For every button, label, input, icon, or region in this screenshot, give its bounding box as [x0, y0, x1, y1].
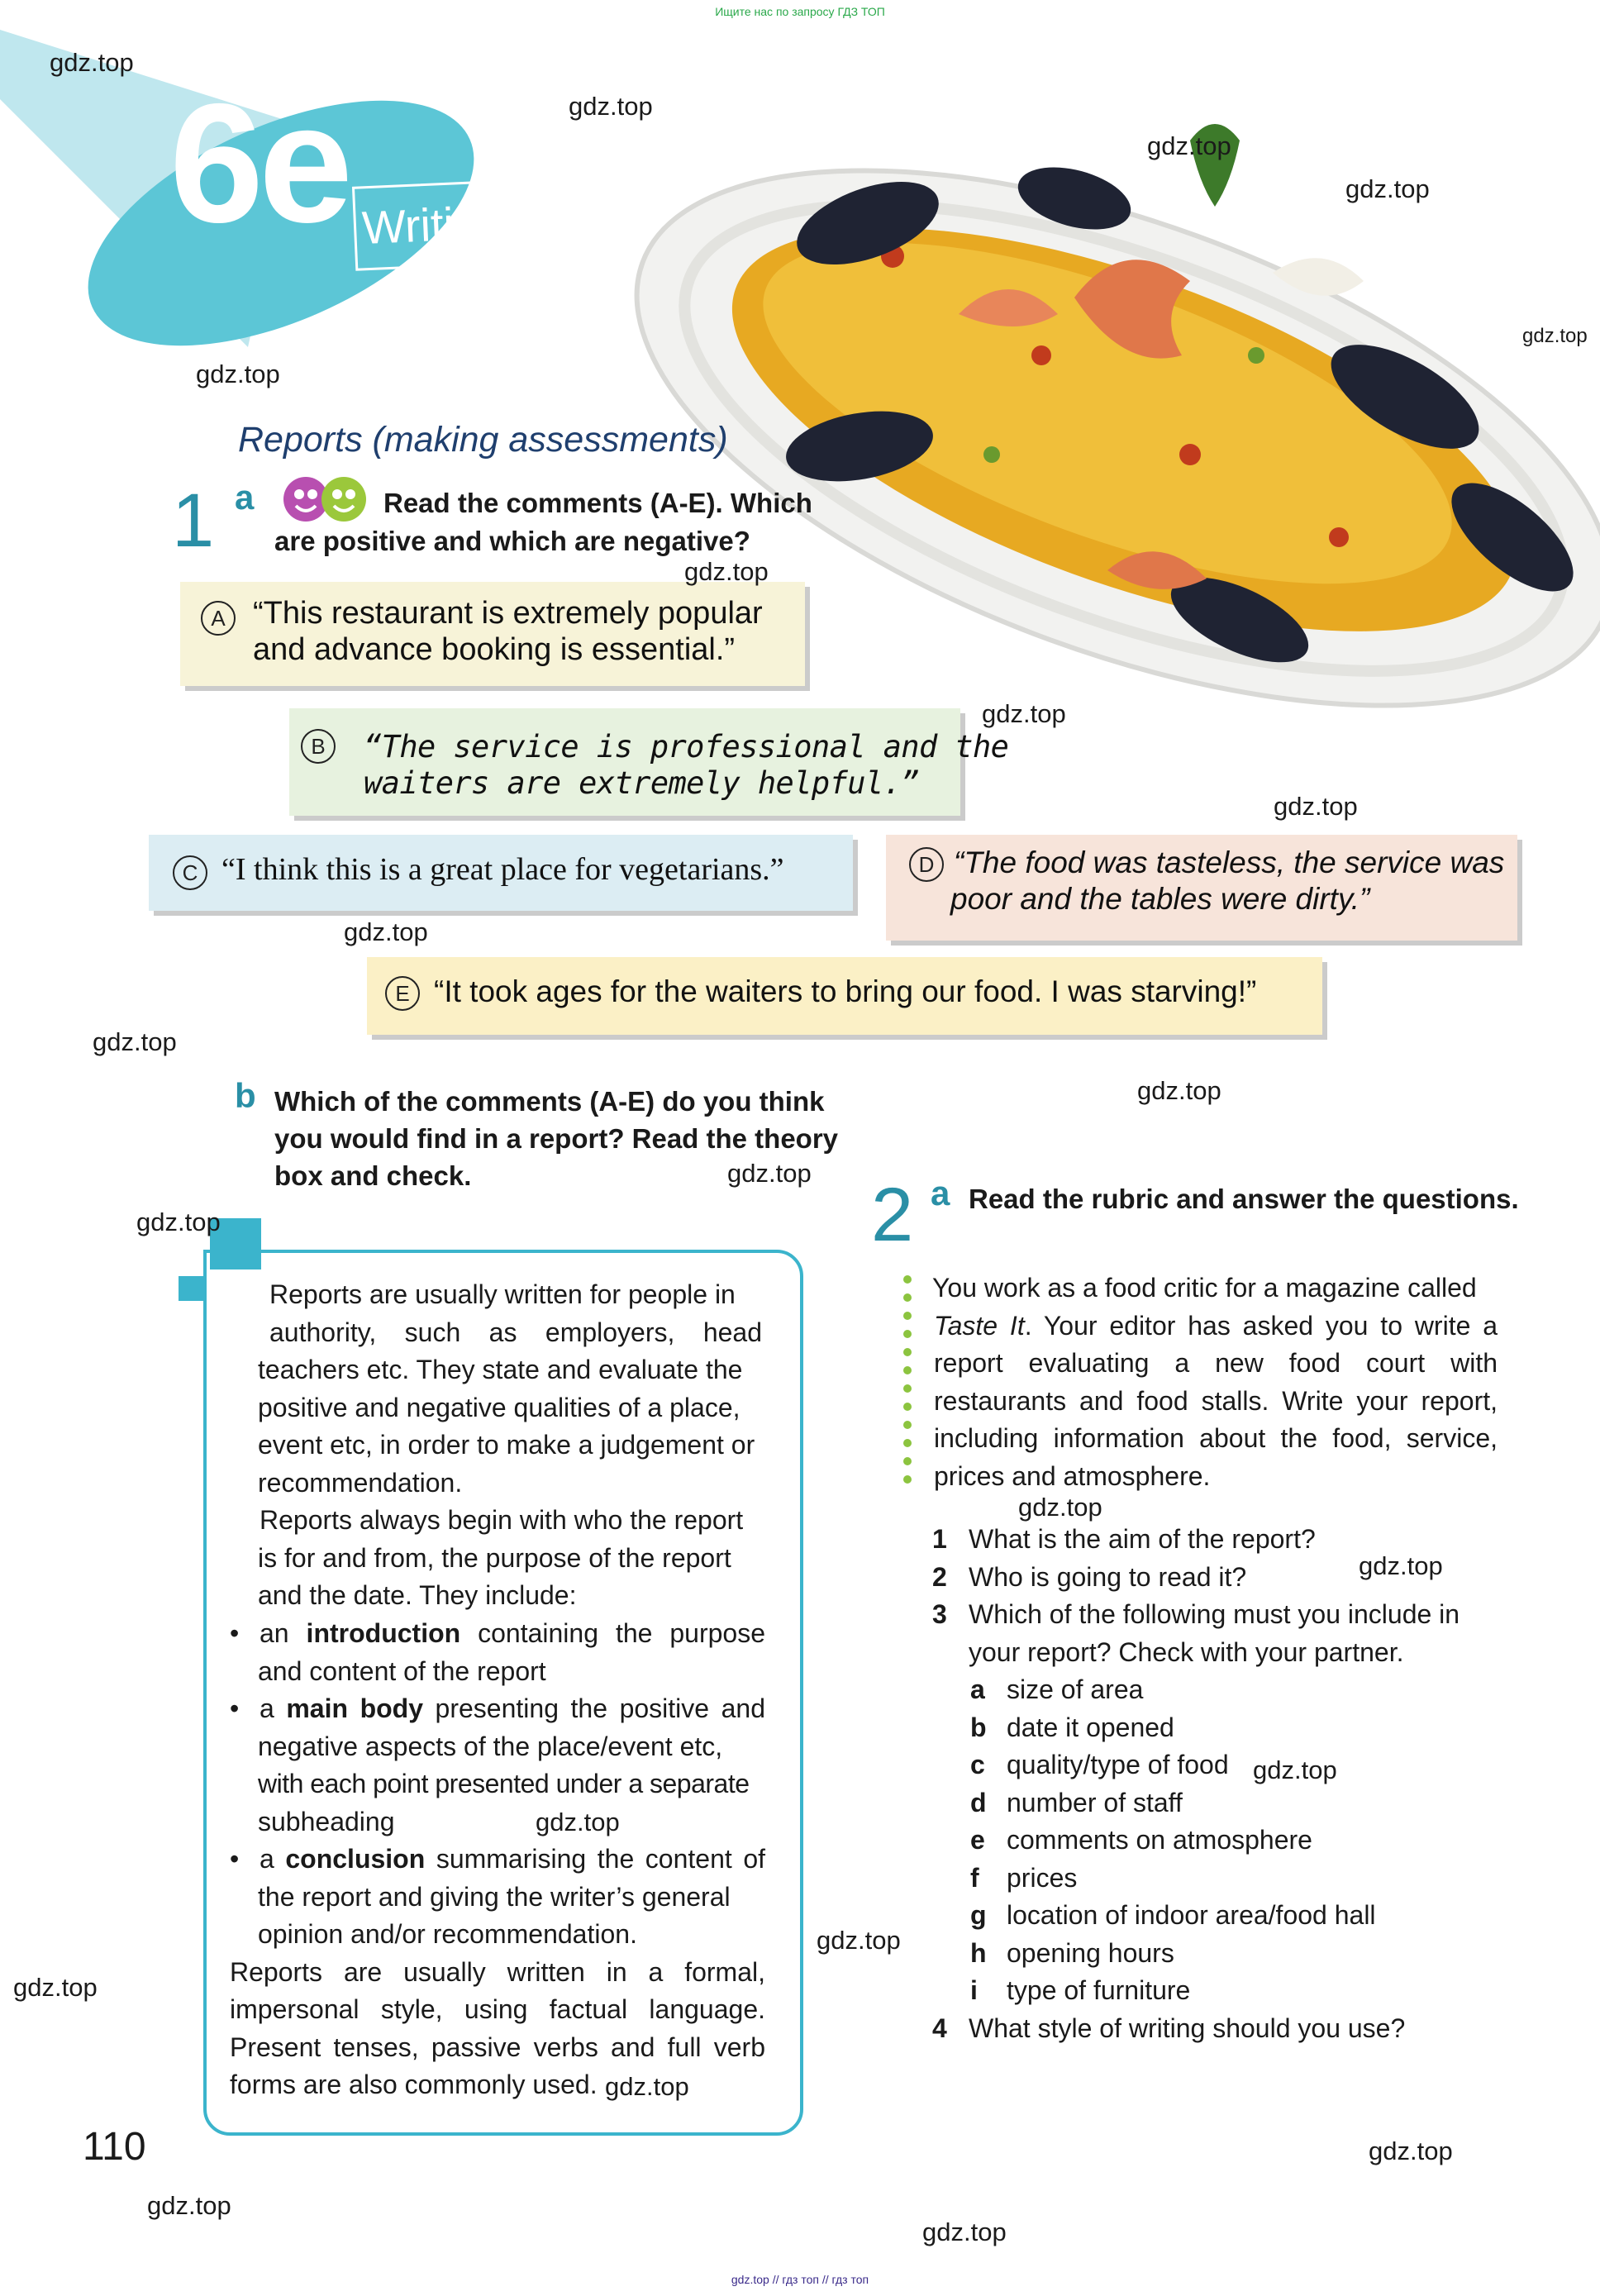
theory-intro-line3: teachers etc. They state and evaluate the: [258, 1355, 743, 1384]
rubric-line1: You work as a food critic for a magazine called: [932, 1273, 1477, 1303]
bullet-3-line2: the report and giving the writer’s general: [258, 1882, 731, 1912]
question-3-number: 3: [932, 1599, 947, 1629]
option-i-letter: i: [970, 1975, 978, 2005]
watermark: gdz.top: [982, 699, 1066, 728]
theory-intro-line2: authority, such as employers, head: [269, 1317, 762, 1347]
exercise-1a-instruction-line2: are positive and which are negative?: [274, 526, 750, 556]
option-e: [970, 1825, 1312, 1855]
bullet-3-line1: [260, 1841, 765, 1879]
watermark: gdz.top: [536, 1808, 620, 1836]
option-b-letter: b: [970, 1712, 987, 1742]
watermark: gdz.top: [344, 917, 428, 946]
comment-b-line1: “The service is professional and the: [364, 729, 1009, 765]
theory-intro-line6: recommendation.: [258, 1468, 463, 1498]
watermark: gdz.top: [605, 2072, 689, 2101]
rubric-line2-rest: . Your editor has asked you to write a: [1024, 1311, 1498, 1341]
option-c-text: quality/type of food: [1007, 1750, 1229, 1779]
exercise-1a-letter: a: [235, 478, 255, 517]
magazine-title: Taste It: [934, 1311, 1025, 1341]
comment-d-line2: poor and the tables were dirty.”: [950, 882, 1370, 916]
comment-e-badge: E: [385, 976, 420, 1011]
theory-deco-square-small: [179, 1276, 203, 1301]
comment-b-badge: B: [301, 729, 336, 764]
option-e-letter: e: [970, 1825, 985, 1855]
theory-closing-line4: forms are also commonly used.: [230, 2070, 598, 2099]
bullet-2-keyword: main body: [286, 1693, 424, 1723]
option-e-text: comments on atmosphere: [1007, 1825, 1312, 1855]
exercise-1b-line1: Which of the comments (A-E) do you think: [274, 1086, 825, 1117]
bullet-1-line1: [260, 1615, 765, 1653]
theory-intro-line9: and the date. They include:: [258, 1580, 577, 1610]
rubric-dotted-line: [901, 1273, 914, 1496]
watermark: gdz.top: [136, 1208, 221, 1236]
question-1: [932, 1524, 1316, 1555]
rubric-line2: [934, 1308, 1498, 1346]
theory-closing-line2: impersonal style, using factual language.: [230, 1994, 765, 2024]
bullet-2-line3: with each point presented under a separate: [258, 1769, 750, 1798]
option-a-text: size of area: [1007, 1674, 1144, 1704]
question-3-text: Which of the following must you include in: [969, 1599, 1460, 1629]
exercise-1b-line2: you would find in a report? Read the theory: [274, 1123, 839, 1154]
watermark: gdz.top: [1345, 174, 1430, 203]
theory-intro-line7: Reports always begin with who the report: [260, 1505, 744, 1535]
option-i-text: type of furniture: [1007, 1975, 1191, 2005]
watermark: gdz.top: [93, 1027, 177, 1056]
bullet-2-line4: subheading: [258, 1807, 395, 1836]
bullet-3-line3: opinion and/or recommendation.: [258, 1919, 637, 1949]
watermark: gdz.top: [922, 2217, 1007, 2246]
watermark: gdz.top: [13, 1973, 98, 2002]
watermark: gdz.top: [1137, 1076, 1221, 1105]
option-c-letter: c: [970, 1750, 985, 1779]
option-g-text: location of indoor area/food hall: [1007, 1900, 1376, 1930]
watermark: gdz.top: [817, 1926, 901, 1955]
bullet-3-post: summarising the content of: [425, 1844, 766, 1874]
bullet-2-pre: a: [260, 1693, 287, 1723]
question-2-text: Who is going to read it?: [969, 1562, 1247, 1592]
theory-intro-line5: event etc, in order to make a judgement or: [258, 1430, 755, 1460]
watermark: gdz.top: [1274, 792, 1358, 821]
exercise-1a-instruction-line1: Read the comments (A-E). Which: [383, 488, 812, 518]
question-3: [932, 1599, 1460, 1630]
watermark: gdz.top: [727, 1159, 812, 1188]
question-1-number: 1: [932, 1524, 947, 1554]
comment-b-line2: waiters are extremely helpful.”: [364, 765, 919, 801]
theory-closing-line3: Present tenses, passive verbs and full verb: [230, 2032, 765, 2062]
bullet-dot-2: •: [230, 1693, 240, 1723]
option-b: [970, 1712, 1174, 1743]
option-g: [970, 1900, 1376, 1931]
watermark: gdz.top: [50, 48, 134, 77]
option-h-text: opening hours: [1007, 1938, 1174, 1968]
option-b-text: date it opened: [1007, 1712, 1174, 1742]
question-2: [932, 1562, 1246, 1593]
watermark: gdz.top: [684, 557, 769, 586]
question-1-text: What is the aim of the report?: [969, 1524, 1316, 1554]
watermark: gdz.top: [147, 2191, 231, 2220]
comment-a-badge: A: [201, 601, 236, 636]
option-i: [970, 1975, 1190, 2006]
section-heading: Reports (making assessments): [238, 420, 728, 460]
watermark: gdz.top: [196, 360, 280, 388]
comment-a-line2: and advance booking is essential.”: [253, 632, 736, 667]
unit-title: Writing Skills: [360, 190, 627, 254]
exercise-2a-letter: a: [931, 1174, 950, 1212]
bullet-3-pre: a: [260, 1844, 286, 1874]
watermark: gdz.top: [1359, 1551, 1443, 1580]
comment-c-badge: C: [173, 855, 207, 890]
bullet-2-post: presenting the positive and: [423, 1693, 766, 1723]
pair-work-icon: [279, 474, 370, 524]
option-d-letter: d: [970, 1788, 987, 1817]
rubric-line3: report evaluating a new food court with: [934, 1348, 1498, 1378]
top-watermark-note: Ищите нас по запросу ГДЗ ТОП: [715, 5, 885, 18]
exercise-2-number: 2: [871, 1173, 914, 1257]
bottom-watermark-note: gdz.top // гдз топ // гдз топ: [731, 2273, 869, 2286]
theory-intro-line8: is for and from, the purpose of the report: [258, 1543, 731, 1573]
comment-d-badge: D: [909, 847, 944, 882]
theory-intro-line4: positive and negative qualities of a place,: [258, 1393, 740, 1422]
rubric-line6: prices and atmosphere.: [934, 1461, 1211, 1491]
bullet-dot-1: •: [230, 1618, 240, 1648]
watermark: gdz.top: [1522, 325, 1588, 347]
bullet-dot-3: •: [230, 1844, 240, 1874]
bullet-2-line1: [260, 1690, 765, 1728]
watermark: gdz.top: [1369, 2136, 1453, 2165]
option-f-text: prices: [1007, 1863, 1078, 1893]
option-d: [970, 1788, 1183, 1818]
exercise-1b-line3: box and check.: [274, 1160, 472, 1191]
question-4: [932, 2013, 1405, 2044]
option-d-text: number of staff: [1007, 1788, 1183, 1817]
bullet-3-keyword: conclusion: [285, 1844, 426, 1874]
question-4-text: What style of writing should you use?: [969, 2013, 1406, 2043]
option-h-letter: h: [970, 1938, 987, 1968]
rubric-line5: including information about the food, service,: [934, 1423, 1498, 1453]
watermark: gdz.top: [1253, 1755, 1337, 1784]
watermark: gdz.top: [1018, 1493, 1102, 1522]
comment-d-line1: “The food was tasteless, the service was: [954, 846, 1505, 879]
comment-e-line1: “It took ages for the waiters to bring our food. I was starving!”: [434, 974, 1257, 1008]
exercise-1b-letter: b: [235, 1076, 256, 1115]
bullet-1-line2: and content of the report: [258, 1656, 546, 1686]
option-g-letter: g: [970, 1900, 987, 1930]
page-number: 110: [83, 2125, 146, 2169]
option-h: [970, 1938, 1174, 1969]
watermark: gdz.top: [1147, 131, 1231, 160]
exercise-2a-instruction: Read the rubric and answer the questions.: [969, 1184, 1519, 1214]
exercise-1-number: 1: [172, 479, 215, 563]
bullet-1-pre: an: [260, 1618, 307, 1648]
watermark: gdz.top: [569, 92, 653, 121]
theory-intro-line1: Reports are usually written for people in: [269, 1279, 736, 1309]
question-4-number: 4: [932, 2013, 947, 2043]
bullet-1-keyword: introduction: [306, 1618, 461, 1648]
bullet-2-line2: negative aspects of the place/event etc,: [258, 1732, 723, 1761]
option-a: [970, 1674, 1143, 1705]
question-3-line2: your report? Check with your partner.: [969, 1637, 1404, 1667]
option-f: [970, 1863, 1077, 1893]
comment-a-line1: “This restaurant is extremely popular: [253, 596, 763, 631]
bullet-1-post: containing the purpose: [460, 1618, 766, 1648]
option-f-letter: f: [970, 1863, 979, 1893]
option-a-letter: a: [970, 1674, 985, 1704]
comment-c-line1: “I think this is a great place for vegetarians.”: [221, 852, 784, 887]
theory-closing-line1: Reports are usually written in a formal,: [230, 1957, 765, 1987]
option-c: [970, 1750, 1229, 1780]
rubric-line4: restaurants and food stalls. Write your report,: [934, 1386, 1498, 1416]
unit-number: 6e: [169, 69, 349, 258]
question-2-number: 2: [932, 1562, 947, 1592]
